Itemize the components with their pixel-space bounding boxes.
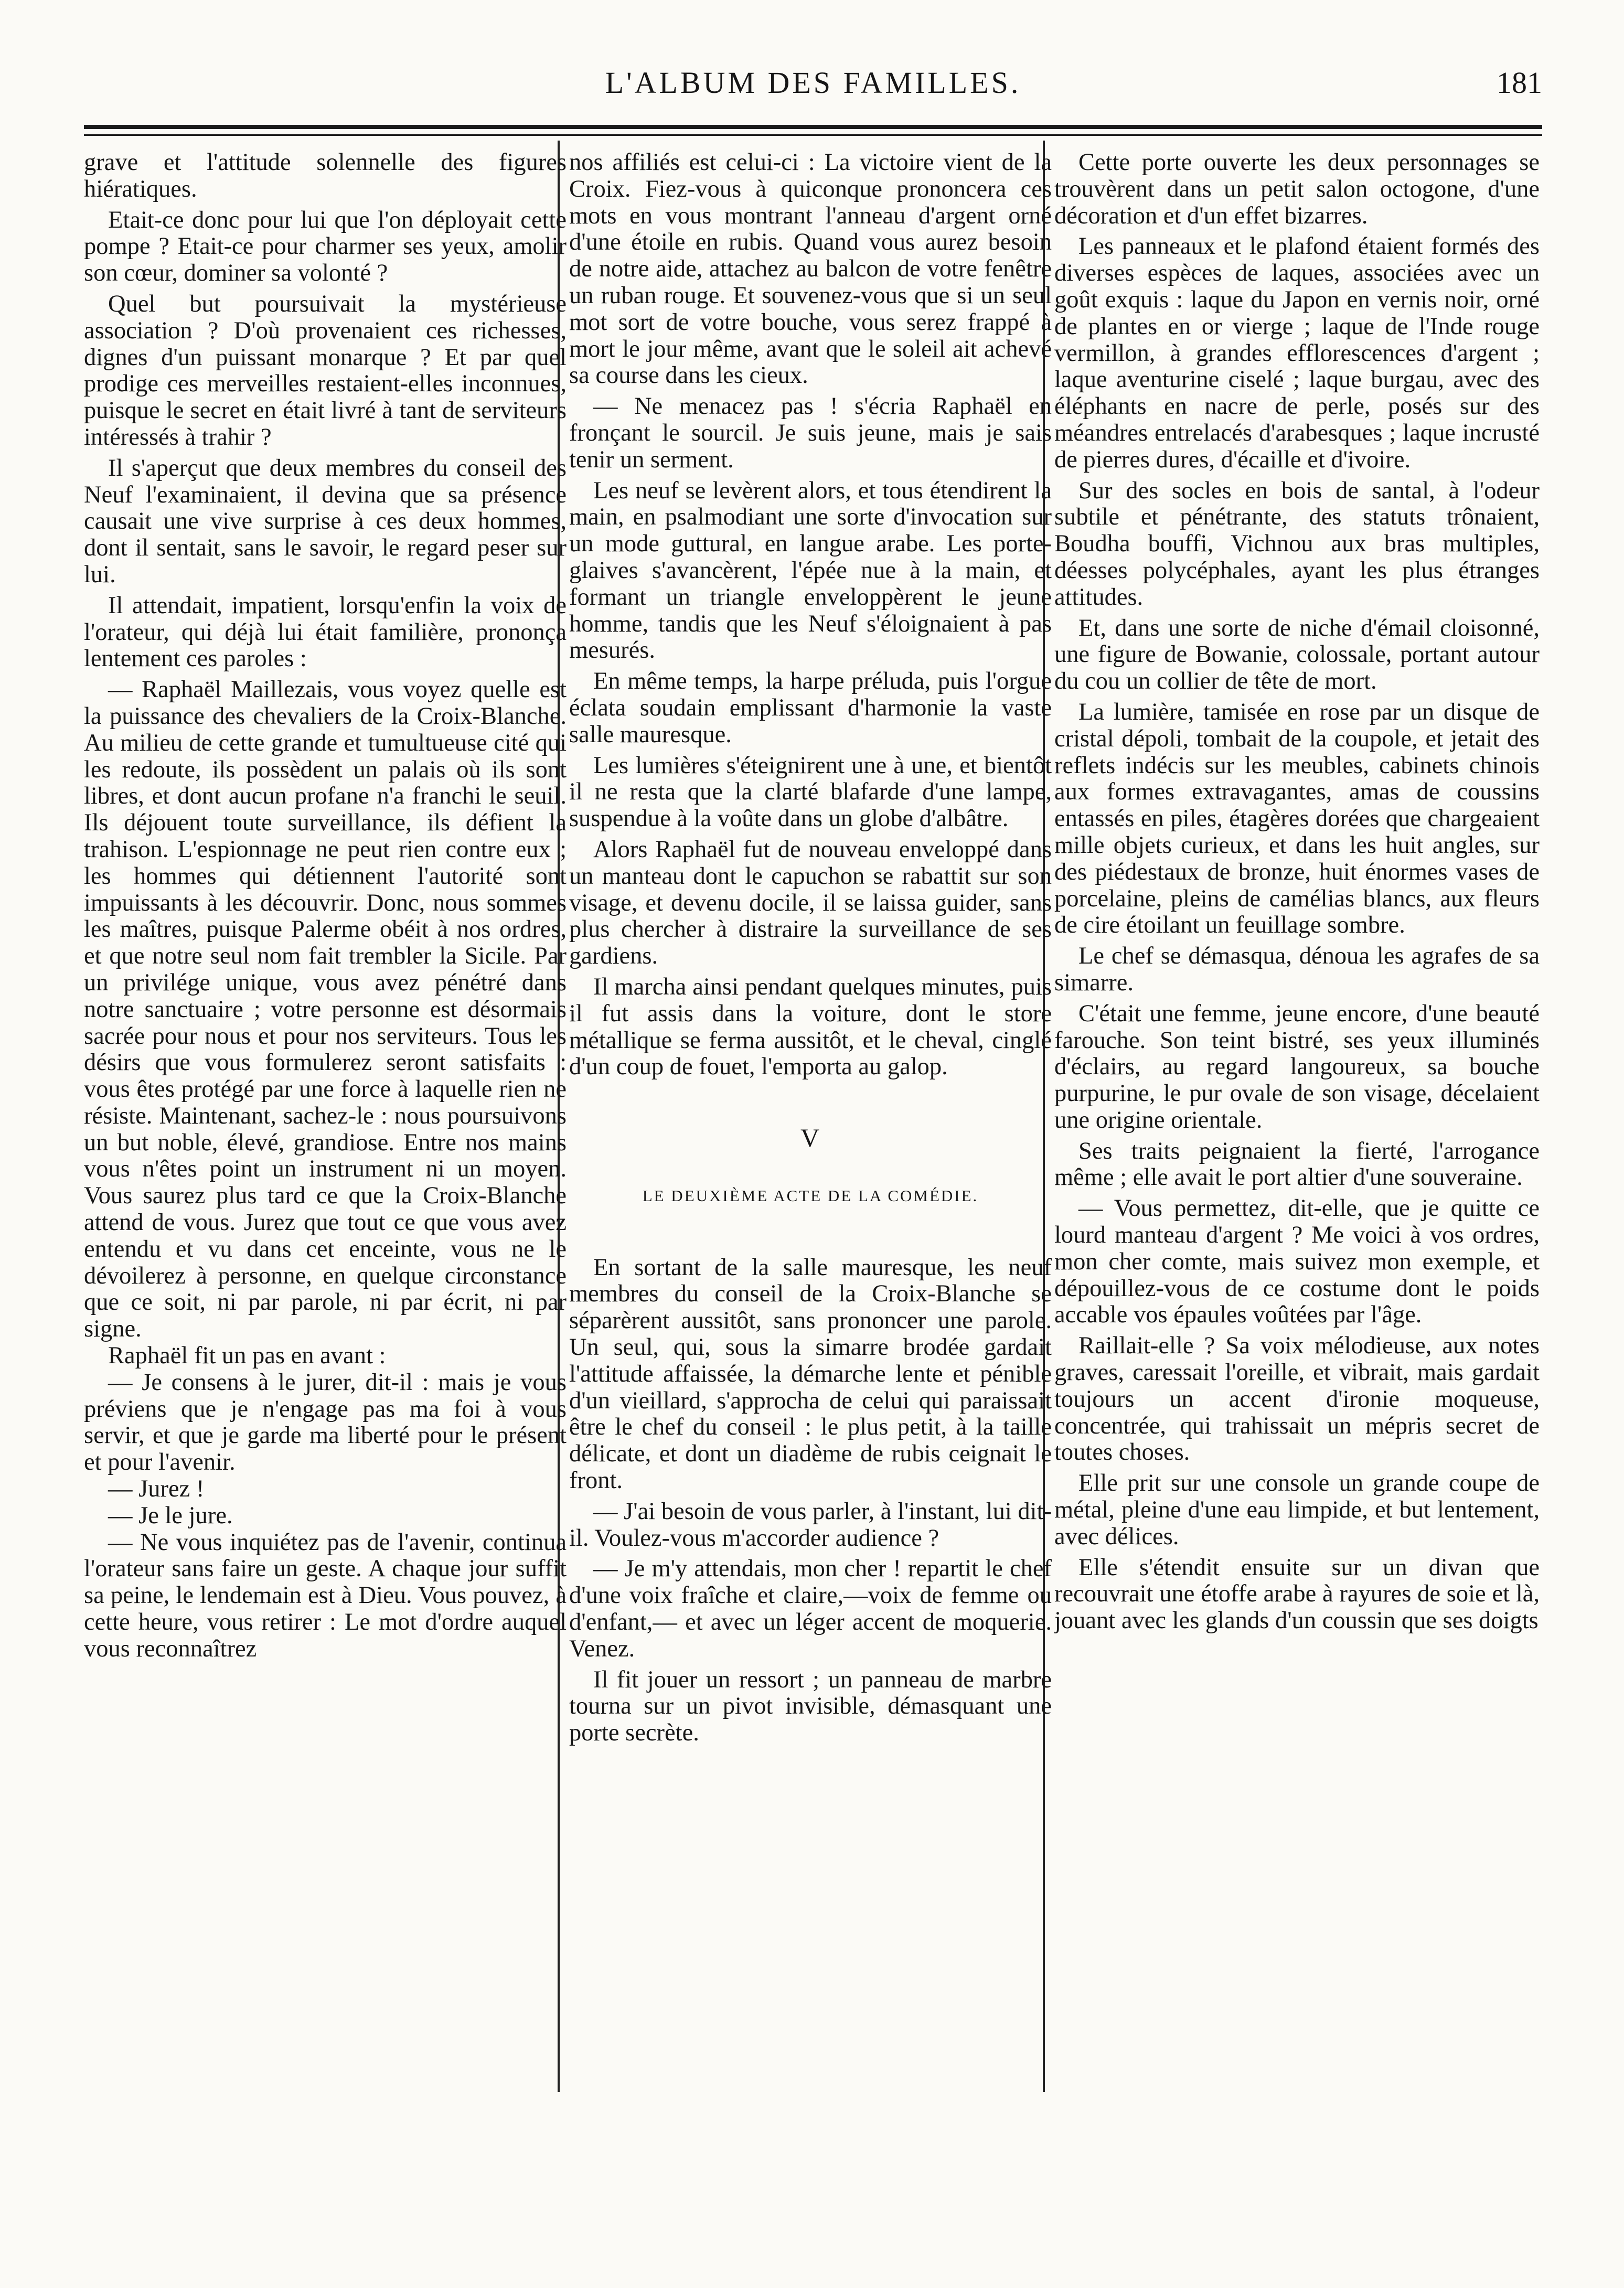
paragraph: nos affiliés est celui-ci : La victoire vient de la Croix. Fiez-vous à quiconque prononcera ces mots en vous montrant l'anneau d'argent orné d'une étoile en rubis. Quand vous aurez besoin de notre aide, attachez au balcon de votre fenêtre un ruban rouge. Et souvenez-vous que si un seul mot sort de votre bouche, vous serez frappé à mort le jour même, avant que le soleil ait achevé sa course dans les cieux. bbox=[569, 149, 1052, 389]
paragraph: grave et l'attitude solennelle des figures hiératiques. bbox=[84, 149, 567, 202]
paragraph: — Raphaël Maillezais, vous voyez quelle est la puissance des chevaliers de la Croix-Blanche. Au milieu de cette grande et tumultueuse cité qui les redoute, ils possèdent un palais où ils sont libres, et dont aucun profane n'a franchi le seuil. Ils déjouent toute surveillance, ils défient la trahison. L'espionnage ne peut rien contre eux ; les hommes qui détiennent l'autorité sont impuissants à les découvrir. Donc, nous sommes les maîtres, puisque Palerme obéit à nos ordres, et que notre seul nom fait trembler la Sicile. Par un privilége unique, vous avez pénétré dans notre sanctuaire ; votre personne est désormais sacrée pour nous et pour nos serviteurs. Tous les désirs que vous formulerez seront satisfaits : vous êtes protégé par une force à laquelle rien ne résiste. Maintenant, sachez-le : nous poursuivons un but noble, élevé, grandiose. Entre nos mains vous n'êtes point un instrument ni un moyen. Vous saurez plus tard ce que la Croix-Blanche attend de vous. Jurez que tout ce que vous avez entendu et vu dans cet enceinte, vous ne le dévoilerez à personne, en quelque circonstance que ce soit, ni par parole, ni par écrit, ni par signe. bbox=[84, 676, 567, 1343]
paragraph: Ses traits peignaient la fierté, l'arrogance même ; elle avait le port altier d'une souveraine. bbox=[1054, 1137, 1540, 1191]
paragraph: Le chef se démasqua, dénoua les agrafes de sa simarre. bbox=[1054, 943, 1540, 996]
paragraph: Il s'aperçut que deux membres du conseil des Neuf l'examinaient, il devina que sa présence causait une vive surprise à ces deux hommes, dont il sentait, sans le savoir, le regard peser sur lui. bbox=[84, 454, 567, 588]
paragraph: Alors Raphaël fut de nouveau enveloppé dans un manteau dont le capuchon se rabattit sur son visage, et devenu docile, il se laissa guider, sans plus chercher à distraire la surveillance de ses gardiens. bbox=[569, 836, 1052, 970]
paragraph: Il fit jouer un ressort ; un panneau de marbre tourna sur un pivot invisible, démasquant une porte secrète. bbox=[569, 1666, 1052, 1747]
header-rule-thin bbox=[84, 134, 1542, 136]
paragraph: Cette porte ouverte les deux personnages se trouvèrent dans un petit salon octogone, d'une décoration et d'un effet bizarres. bbox=[1054, 149, 1540, 229]
chapter-title: LE DEUXIÈME ACTE DE LA COMÉDIE. bbox=[642, 1186, 979, 1205]
paragraph: En sortant de la salle mauresque, les neuf membres du conseil de la Croix-Blanche se séparèrent aussitôt, sans prononcer une parole. Un seul, qui, sous la simarre brodée gardait l'attitude affaissée, la démarche lente et pénible d'un vieillard, s'approcha de celui qui paraissait être le chef du conseil : le plus petit, à la taille délicate, et dont un diadème de rubis ceignait le front. bbox=[569, 1254, 1052, 1494]
paragraph: — J'ai besoin de vous parler, à l'instant, lui dit-il. Voulez-vous m'accorder audience ? bbox=[569, 1498, 1052, 1552]
page-number: 181 bbox=[1497, 66, 1542, 100]
paragraph: Il marcha ainsi pendant quelques minutes, puis il fut assis dans la voiture, dont le store métallique se ferma aussitôt, et le cheval, cinglé d'un coup de fouet, l'emporta au galop. bbox=[569, 973, 1052, 1081]
chapter-number: V bbox=[800, 1123, 821, 1153]
paragraph: Raphaël fit un pas en avant : bbox=[108, 1342, 386, 1370]
paragraph: Et, dans une sorte de niche d'émail cloisonné, une figure de Bowanie, colossale, portant autour du cou un collier de tête de mort. bbox=[1054, 614, 1540, 695]
paragraph: Les lumières s'éteignirent une à une, et bientôt il ne resta que la clarté blafarde d'une lampe, suspendue à la voûte dans un globe d'albâtre. bbox=[569, 752, 1052, 832]
paragraph: Il attendait, impatient, lorsqu'enfin la voix de l'orateur, qui déjà lui était familière, prononça lentement ces paroles : bbox=[84, 592, 567, 672]
paragraph: Sur des socles en bois de santal, à l'odeur subtile et pénétrante, des statuts trônaient, Boudha bouffi, Vichnou aux bras multiples, déesses polycéphales, ayant les plus étranges attitudes. bbox=[1054, 477, 1540, 611]
paragraph: La lumière, tamisée en rose par un disque de cristal dépoli, tombait de la coupole, et jetait des reflets indécis sur les meubles, cabinets chinois aux formes extravagantes, amas de coussins entassés en piles, étagères dorées que chargeaient mille objets curieux, et dans les huit angles, sur des piédestaux de bronze, huit énormes vases de porcelaine, pleins de camélias blancs, aux fleurs de cire étoilant un feuillage sombre. bbox=[1054, 698, 1540, 939]
paragraph: En même temps, la harpe préluda, puis l'orgue éclata soudain emplissant d'harmonie la vaste salle mauresque. bbox=[569, 668, 1052, 748]
paragraph: C'était une femme, jeune encore, d'une beauté farouche. Son teint bistré, ses yeux illuminés d'éclairs, au regard langoureux, sa bouche purpurine, le pur ovale de son visage, décelaient une origine orientale. bbox=[1054, 1000, 1540, 1134]
paragraph: Elle prit sur une console un grande coupe de métal, pleine d'une eau limpide, et but lentement, avec délices. bbox=[1054, 1470, 1540, 1550]
running-head bbox=[84, 62, 1542, 104]
text-column-1 bbox=[84, 149, 567, 2090]
paragraph: Quel but poursuivait la mystérieuse association ? D'où provenaient ces richesses, dignes d'un puissant monarque ? Et par quel prodige ces merveilles restaient-elles inconnues, puisque le secret en était livré à tant de serviteurs intéressés à trahir ? bbox=[84, 290, 567, 451]
paragraph: Raillait-elle ? Sa voix mélodieuse, aux notes graves, caressait l'oreille, et vibrait, mais gardait toujours un accent d'ironie moqueuse, concentrée, qui trahissait un mépris secret de toutes choses. bbox=[1054, 1332, 1540, 1466]
header-rule-thick bbox=[84, 125, 1542, 129]
paragraph: Les neuf se levèrent alors, et tous étendirent la main, en psalmodiant une sorte d'invocation sur un mode guttural, en langue arabe. Les porte-glaives s'avancèrent, l'épée nue à la main, et formant un triangle enveloppèrent le jeune homme, tandis que les Neuf s'éloignaient à pas mesurés. bbox=[569, 477, 1052, 664]
paragraph: — Ne vous inquiétez pas de l'avenir, continua l'orateur sans faire un geste. A chaque jour suffit sa peine, le lendemain est à Dieu. Vous pouvez, à cette heure, vous retirer : Le mot d'ordre auquel vous reconnaîtrez bbox=[84, 1528, 567, 1662]
paragraph: Les panneaux et le plafond étaient formés des diverses espèces de laques, associées avec un goût exquis : laque du Japon en vernis noir, orné de plantes en or vierge ; laque de l'Inde rouge vermillon, à grandes efflorescences d'argent ; laque aventurine ciselé ; laque burgau, avec des éléphants en nacre de perle, posés sur des méandres entrelacés d'arabesques ; laque incrusté de pierres dures, d'écaille et d'ivoire. bbox=[1054, 233, 1540, 473]
paragraph: — Je m'y attendais, mon cher ! repartit le chef d'une voix fraîche et claire,—voix de femme ou d'enfant,— et avec un léger accent de moquerie. Venez. bbox=[569, 1555, 1052, 1662]
running-title: L'ALBUM DES FAMILLES. bbox=[605, 66, 1021, 100]
paragraph: — Jurez ! bbox=[108, 1476, 205, 1503]
paragraph: — Vous permettez, dit-elle, que je quitte ce lourd manteau d'argent ? Me voici à vos ordres, mon cher comte, mais suivez mon exemple, et dépouillez-vous de ce costume dont le poids accable vos épaules voûtées par l'âge. bbox=[1054, 1195, 1540, 1329]
paragraph: — Ne menacez pas ! s'écria Raphaël en fronçant le sourcil. Je suis jeune, mais je sais tenir un serment. bbox=[569, 393, 1052, 473]
paragraph: Elle s'étendit ensuite sur un divan que recouvrait une étoffe arabe à rayures de soie et là, jouant avec les glands d'un coussin que ses doigts bbox=[1054, 1554, 1540, 1634]
paragraph: — Je consens à le jurer, dit-il : mais je vous préviens que je n'engage pas ma foi à vous servir, et que je garde ma liberté pour le présent et pour l'avenir. bbox=[84, 1368, 567, 1476]
paragraph: — Je le jure. bbox=[108, 1502, 233, 1529]
text-column-2 bbox=[569, 149, 1052, 2090]
paragraph: Etait-ce donc pour lui que l'on déployait cette pompe ? Etait-ce pour charmer ses yeux, amolir son cœur, dominer sa volonté ? bbox=[84, 206, 567, 287]
text-column-3 bbox=[1054, 149, 1540, 2090]
